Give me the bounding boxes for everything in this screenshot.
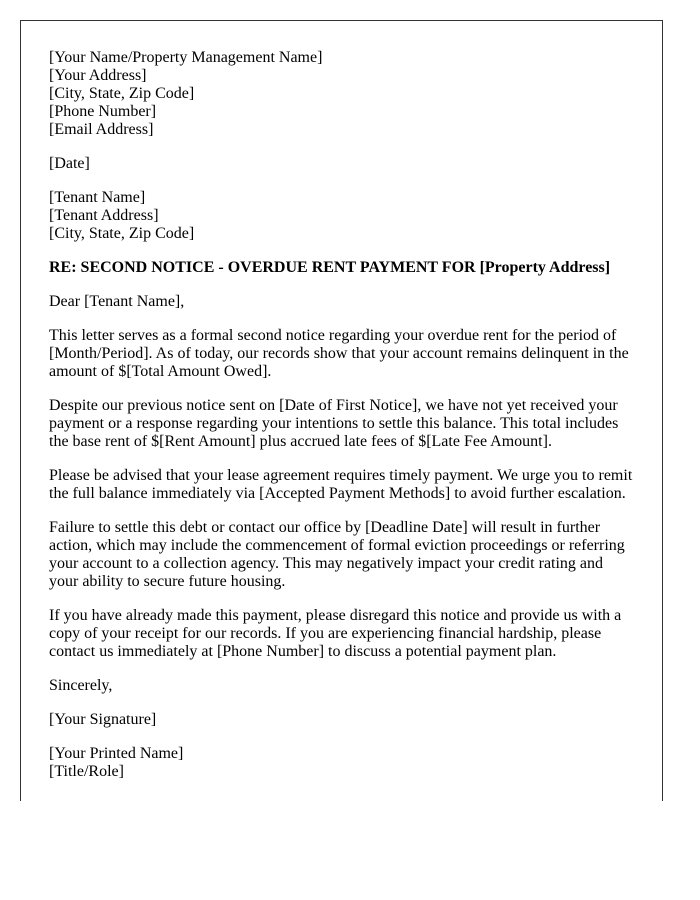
body-paragraph: Please be advised that your lease agreement requires timely payment. We urge you to remit the full balance immediately via [Accepted Payment Methods] to avoid further escalation. (49, 467, 633, 502)
letter-date: [Date] (49, 155, 90, 172)
printed-name: [Your Printed Name] (49, 745, 184, 762)
signature: [Your Signature] (49, 711, 157, 728)
recipient-name: [Tenant Name] (49, 189, 146, 206)
recipient-block (49, 189, 634, 243)
body-paragraph: If you have already made this payment, please disregard this notice and provide us with a copy of your receipt for our records. If you are experiencing financial hardship, please contact us immediately at [Phone Number] to discuss a potential payment plan. (49, 607, 622, 660)
title-role: [Title/Role] (49, 763, 124, 780)
salutation: Dear [Tenant Name], (49, 293, 185, 310)
closing: Sincerely, (49, 677, 113, 694)
sender-phone: [Phone Number] (49, 103, 157, 120)
body-paragraph: Failure to settle this debt or contact our office by [Deadline Date] will result in further action, which may include the commencement of formal eviction proceedings or referring your account to a collection agency. This may negatively impact your credit rating and your ability to secure future housing. (49, 519, 625, 590)
body-paragraph: Despite our previous notice sent on [Date of First Notice], we have not yet received your payment or a response regarding your intentions to settle this balance. This total includes the base rent of $[Rent Amount] plus accrued late fees of $[Late Fee Amount]. (49, 397, 619, 450)
sender-name: [Your Name/Property Management Name] (49, 49, 323, 66)
sender-email: [Email Address] (49, 121, 154, 138)
signer-block (49, 745, 634, 781)
sender-address: [Your Address] (49, 67, 147, 84)
letter-page (20, 20, 663, 801)
recipient-address: [Tenant Address] (49, 207, 159, 224)
sender-city: [City, State, Zip Code] (49, 85, 195, 102)
body-paragraph: This letter serves as a formal second notice regarding your overdue rent for the period of [Month/Period]. As of today, our records show that your account remains delinquent in the amount of $[Total Amount Owed]. (49, 327, 629, 380)
sender-block (49, 49, 634, 139)
subject-line: RE: SECOND NOTICE - OVERDUE RENT PAYMENT FOR [Property Address] (49, 259, 611, 276)
recipient-city: [City, State, Zip Code] (49, 225, 195, 242)
